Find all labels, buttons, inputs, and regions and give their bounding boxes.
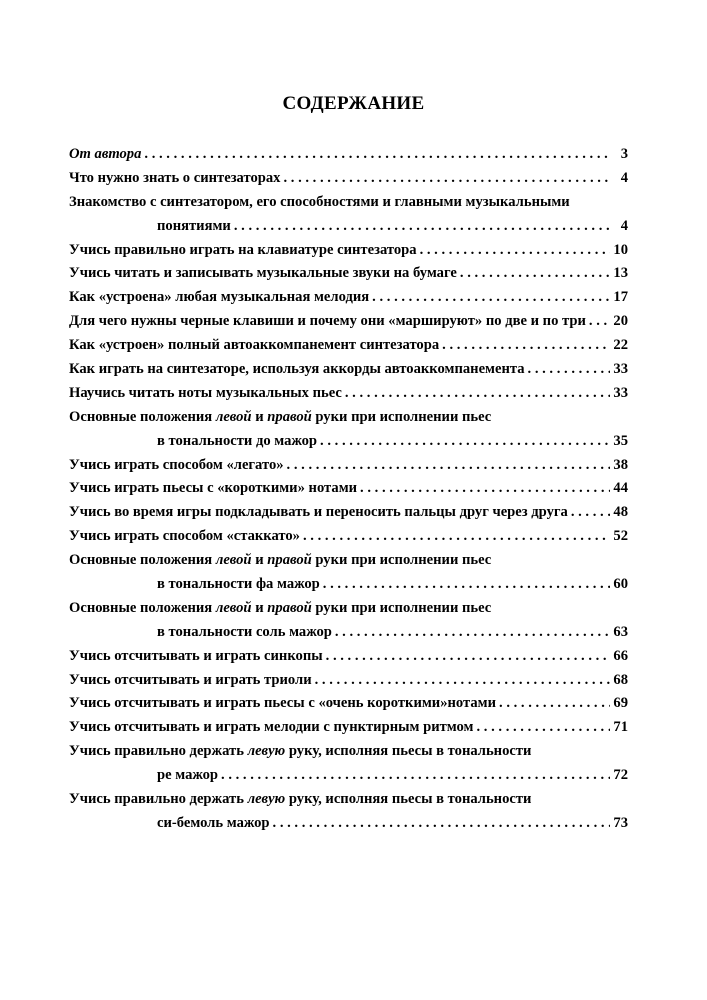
toc-entry-title <box>69 716 474 740</box>
title-text: и <box>251 552 268 569</box>
toc-entry[interactable] <box>69 143 628 167</box>
toc-entry[interactable] <box>69 310 628 334</box>
dot-leader <box>273 812 611 836</box>
emphasis-text: левой <box>215 552 252 569</box>
toc-entry-title <box>69 692 496 716</box>
toc-entry-title: ре мажор <box>157 767 219 784</box>
title-text: и <box>251 599 268 616</box>
emphasis-text: левую <box>247 743 286 760</box>
dot-leader <box>144 143 611 167</box>
page-number: 3 <box>620 146 628 162</box>
toc-entry-title <box>69 167 280 191</box>
toc-entry-title <box>69 382 342 406</box>
page-number: 4 <box>620 217 628 234</box>
dot-leader <box>221 764 610 788</box>
title-text: руку, исполняя пьесы в тональности <box>285 743 532 760</box>
toc-entry-continuation[interactable] <box>69 764 628 788</box>
toc-entry[interactable] <box>69 692 628 716</box>
toc-entry-title <box>69 669 312 693</box>
toc-entry-title <box>69 477 357 501</box>
toc-entry-title <box>69 740 531 764</box>
dot-leader <box>283 167 611 191</box>
title-text: Учись правильно играть на клавиатуре синтезатора <box>69 241 417 258</box>
dot-leader <box>335 621 611 645</box>
toc-entry-title <box>69 525 300 549</box>
title-text: Учись отсчитывать и играть триоли <box>69 671 312 688</box>
title-text: Что нужно знать о синтезаторах <box>69 169 281 186</box>
title-text: руку, исполняя пьесы в тональности <box>285 791 532 808</box>
dot-leader <box>345 382 611 406</box>
emphasis-text: левую <box>247 791 286 808</box>
page-number: 33 <box>613 361 628 378</box>
dot-leader <box>499 692 610 716</box>
toc-entry-title <box>69 501 568 525</box>
title-text: Для чего нужны черные клавиши и почему они «маршируют» по две и по три <box>69 313 586 330</box>
toc-entry-title <box>69 549 491 573</box>
toc-entry-title <box>69 143 141 167</box>
page-number: 60 <box>613 576 628 593</box>
dot-leader <box>460 262 611 286</box>
emphasis-text: правой <box>267 408 312 425</box>
page-number: 69 <box>613 695 628 712</box>
toc-entry-title <box>69 788 531 812</box>
page-number: 35 <box>613 432 628 449</box>
title-text: Учись во время игры подкладывать и переносить пальцы друг через друга <box>69 504 568 521</box>
toc-entry-title: си-бемоль мажор <box>157 814 270 831</box>
title-text: и <box>251 408 268 425</box>
toc-entry-continuation[interactable] <box>69 621 628 645</box>
page-number: 72 <box>613 767 628 784</box>
toc-entry-continuation[interactable] <box>69 812 628 836</box>
toc-entry-continuation[interactable] <box>69 430 628 454</box>
page-number: 71 <box>613 719 628 736</box>
toc-entry-title <box>69 262 457 286</box>
dot-leader <box>420 239 611 263</box>
title-text: Учись играть способом «стаккато» <box>69 528 300 545</box>
title-text: Учись отсчитывать и играть синкопы <box>69 647 323 664</box>
page-number: 66 <box>613 647 628 664</box>
dot-leader <box>320 430 610 454</box>
page-number: 44 <box>613 480 628 497</box>
page-number: 13 <box>613 265 628 282</box>
title-text: руки при исполнении пьес <box>311 408 492 425</box>
toc-entry-title: в тональности соль мажор <box>157 623 332 640</box>
title-text: Учись играть пьесы с «короткими» нотами <box>69 480 358 497</box>
toc-entry[interactable] <box>69 549 628 573</box>
toc-entry-title <box>69 597 491 621</box>
dot-leader <box>323 573 611 597</box>
toc-entry-title <box>69 645 323 669</box>
dot-leader <box>589 310 611 334</box>
toc-entry-title <box>69 191 570 215</box>
toc-entry[interactable] <box>69 454 628 478</box>
toc-entry-title <box>69 454 284 478</box>
title-text: Научись читать ноты музыкальных пьес <box>69 384 342 401</box>
toc-entry[interactable] <box>69 382 628 406</box>
dot-leader <box>571 501 611 525</box>
dot-leader <box>326 645 611 669</box>
dot-leader <box>360 477 610 501</box>
page-number: 33 <box>613 384 628 401</box>
toc-entry[interactable] <box>69 501 628 525</box>
emphasis-text: правой <box>267 599 312 616</box>
dot-leader <box>315 669 611 693</box>
toc-entry-title <box>69 358 525 382</box>
title-text: Учись отсчитывать и играть пьесы с «очень короткими»нотами <box>69 695 497 712</box>
toc-entry[interactable] <box>69 262 628 286</box>
title-text: Учись правильно держать <box>69 743 248 760</box>
toc-entry[interactable] <box>69 525 628 549</box>
toc-entry-title: в тональности до мажор <box>157 432 318 449</box>
title-text: Учись читать и записывать музыкальные звуки на бумаге <box>69 265 457 282</box>
dot-leader <box>442 334 610 358</box>
title-text: Как «устроен» полный автоаккомпанемент синтезатора <box>69 337 440 354</box>
page-number: 68 <box>613 671 628 688</box>
toc-entry-title: понятиями <box>157 217 231 234</box>
page-number: 4 <box>620 169 628 186</box>
emphasis-text: правой <box>267 552 312 569</box>
toc-entry-continuation[interactable] <box>69 573 628 597</box>
toc-entry-title <box>69 239 417 263</box>
toc-entry[interactable] <box>69 597 628 621</box>
page-number: 20 <box>613 313 628 330</box>
toc-entry[interactable] <box>69 645 628 669</box>
emphasis-text: От автора <box>69 146 142 162</box>
toc-entry-continuation[interactable] <box>69 215 628 239</box>
toc-entry[interactable] <box>69 788 628 812</box>
toc-entry[interactable] <box>69 239 628 263</box>
toc-entry[interactable] <box>69 477 628 501</box>
dot-leader <box>287 454 611 478</box>
title-text: Основные положения <box>69 408 216 425</box>
title-text: руки при исполнении пьес <box>311 599 492 616</box>
page-number: 10 <box>613 241 628 258</box>
title-text: Учись отсчитывать и играть мелодии с пунктирным ритмом <box>69 719 474 736</box>
title-text: Основные положения <box>69 552 216 569</box>
title-text: Основные положения <box>69 599 216 616</box>
title-text: Учись правильно держать <box>69 791 248 808</box>
dot-leader <box>372 286 610 310</box>
title-text: Учись играть способом «легато» <box>69 456 284 473</box>
title-text: Как играть на синтезаторе, используя аккорды автоаккомпанемента <box>69 361 525 378</box>
page-number: 48 <box>613 504 628 521</box>
page-title: СОДЕРЖАНИЕ <box>282 93 425 114</box>
toc-entry-title <box>69 334 439 358</box>
toc-entry-title <box>69 406 491 430</box>
title-text: Как «устроена» любая музыкальная мелодия <box>69 289 370 306</box>
page-number: 63 <box>613 623 628 640</box>
toc-entry[interactable] <box>69 669 628 693</box>
toc-entry[interactable] <box>69 716 628 740</box>
dot-leader <box>477 716 611 740</box>
toc-entry[interactable] <box>69 191 628 215</box>
page-number: 73 <box>613 814 628 831</box>
toc-entry[interactable] <box>69 167 628 191</box>
toc-entry-title <box>69 310 586 334</box>
title-text: Знакомство с синтезатором, его способностями и главными музыкальными <box>69 193 570 210</box>
toc-entry[interactable] <box>69 740 628 764</box>
toc-entry[interactable] <box>69 286 628 310</box>
toc-entry[interactable] <box>69 406 628 430</box>
dot-leader <box>234 215 611 239</box>
dot-leader <box>303 525 610 549</box>
emphasis-text: левой <box>215 599 252 616</box>
toc-entry[interactable] <box>69 334 628 358</box>
page-number: 38 <box>613 456 628 473</box>
toc-entry-title: в тональности фа мажор <box>157 576 320 593</box>
page-number: 52 <box>613 528 628 545</box>
emphasis-text: левой <box>215 408 252 425</box>
dot-leader <box>528 358 611 382</box>
page-number: 22 <box>613 337 628 354</box>
page-number: 17 <box>613 289 628 306</box>
toc-entry[interactable] <box>69 358 628 382</box>
title-text: руки при исполнении пьес <box>311 552 492 569</box>
table-of-contents <box>69 143 628 836</box>
toc-entry-title <box>69 286 369 310</box>
